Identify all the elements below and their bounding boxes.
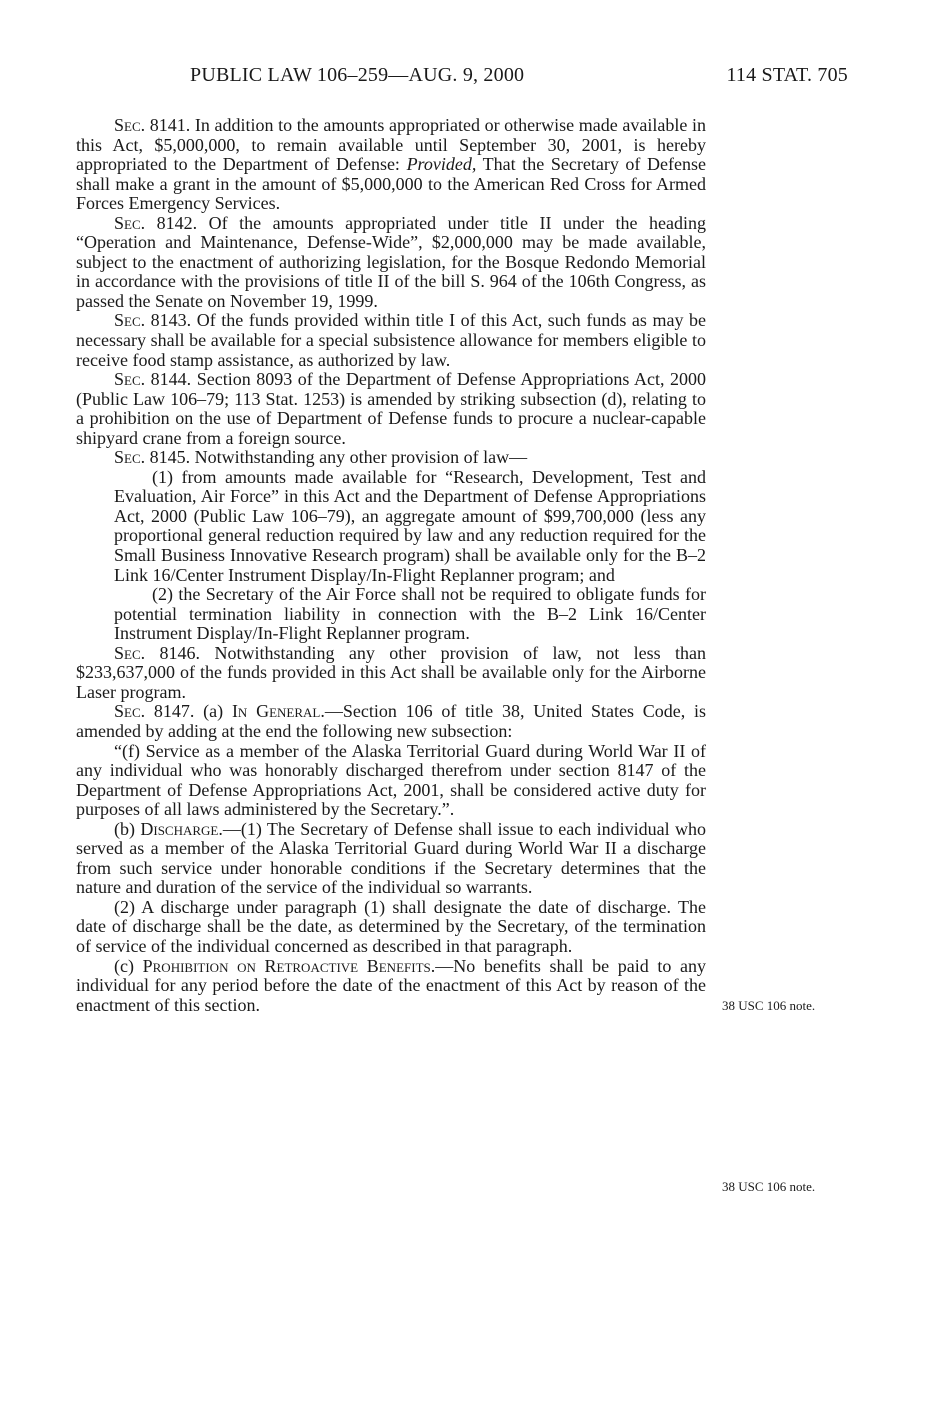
section-8147-c: (c) Prohibition on Retroactive Benefits.—No benefits shall be paid to any individual for any period before the date of the enactment of this Act by reason of the enactment of this section.	[76, 955, 706, 1015]
section-8147-b-2: (2) A discharge under paragraph (1) shall designate the date of discharge. The date of discharge shall be the date, as determined by the Secretary, of the termination of service of the individual concerned as described in that paragraph.	[76, 896, 706, 956]
section-8145-paragraph-2: (2) the Secretary of the Air Force shall not be required to obligate funds for potential termination liability in connection with the B–2 Link 16/Center Instrument Display/In-Flight Replanner program.	[114, 584, 706, 644]
section-label: Sec. 8143.	[114, 310, 192, 331]
section-8147-a: Sec. 8147. (a) In General.—Section 106 of title 38, United States Code, is amended by adding at the end the following new subsection:	[76, 701, 707, 741]
section-8145	[76, 448, 706, 468]
margin-note-usc: 38 USC 106 note.	[722, 998, 816, 1013]
section-label: Sec. 8141.	[114, 115, 191, 135]
section-8142	[76, 214, 706, 312]
section-label: Sec. 8142.	[114, 212, 198, 233]
section-8147-quoted-subsection: “(f) Service as a member of the Alaska Territorial Guard during World War II of any individual who was honorably discharged therefrom under section 8147 of the Department of Defense Appropriations Act, 2001, shall be considered active duty for purposes of all laws administered by the Secretary.”.	[76, 740, 706, 820]
section-text: Of the amounts appropriated under title II under the heading “Operation and Maintenance, Defense-Wide”, $2,000,000 may be made available, subject to the enactment of authorizing legislation, for the Bosque Redondo Memorial in accordance with the provisions of title II of the bill S. 964 of the 106th Congress, as passed the Senate on November 19, 1999.	[76, 212, 706, 311]
section-text: Section 8093 of the Department of Defense Appropriations Act, 2000 (Public Law 106–79; 113 Stat. 1253) is amended by striking subsection (d), relating to a prohibition on the use of Department of Defense funds to procure a nuclear-capable shipyard crane from a foreign source.	[76, 369, 706, 448]
section-label: Sec. 8147.	[114, 701, 195, 722]
section-text: —No benefits shall be paid to any individual for any period before the date of the enactment of this Act by reason of the enactment of this section.	[76, 955, 706, 1015]
subsection-heading: Prohibition on Retroactive Benefits.	[142, 955, 436, 976]
section-8144	[76, 370, 706, 448]
section-label: Sec. 8146.	[114, 642, 201, 663]
section-text: In addition to the amounts appropriated or otherwise made available in this Act, $5,000,000, to remain available until September 30, 2001, is hereby appropriated to the Department of Defense:	[76, 115, 706, 175]
subsection-heading: In General.	[231, 701, 325, 722]
section-text: —Section 106 of title 38, United States Code, is amended by adding at the end the following new subsection:	[76, 701, 707, 741]
margin-note-usc: 38 USC 106 note.	[722, 1179, 816, 1194]
section-label: Sec. 8144.	[114, 369, 192, 390]
subsection-heading: Discharge.	[140, 818, 223, 839]
header-title: PUBLIC LAW 106–259—AUG. 9, 2000	[190, 64, 525, 86]
header-stat-page: 114 STAT. 705	[726, 64, 848, 86]
provided-term: Provided,	[406, 154, 477, 175]
section-8146	[76, 644, 706, 703]
section-8147-b: (b) Discharge.—(1) The Secretary of Defense shall issue to each individual who served as a member of the Alaska Territorial Guard during World War II a discharge from such service under honorable conditions if the Secretary determines that the nature and duration of the service of the individual so warrants.	[76, 818, 706, 898]
section-text: Of the funds provided within title I of this Act, such funds as may be necessary shall be available for a special subsistence allowance for members eligible to receive food stamp assistance, as authorized by law.	[76, 310, 707, 370]
section-8143	[76, 311, 706, 370]
section-8141	[76, 116, 706, 214]
section-text: —(1) The Secretary of Defense shall issue to each individual who served as a member of the Alaska Territorial Guard during World War II a discharge from such service under honorable conditions if the Secretary determines that the nature and duration of the service of the individual so warrants.	[76, 818, 706, 898]
document-body	[76, 116, 706, 1015]
section-label: Sec. 8145.	[114, 447, 191, 468]
section-text: Notwithstanding any other provision of law—	[190, 447, 528, 468]
section-8145-paragraph-1: (1) from amounts made available for “Research, Development, Test and Evaluation, Air Force” in this Act and the Department of Defense Appropriations Act, 2000 (Public Law 106–79), an aggregate amount of $99,700,000 (less any proportional general reduction required by law and any reduction required for the Small Business Innovative Research program) shall be available only for the B–2 Link 16/Center Instrument Display/In-Flight Replanner program; and	[114, 466, 706, 585]
section-text: Notwithstanding any other provision of law, not less than $233,637,000 of the funds provided in this Act shall be available only for the Airborne Laser program.	[76, 642, 707, 702]
section-text: That the Secretary of Defense shall make a grant in the amount of $5,000,000 to the American Red Cross for Armed Forces Emergency Services.	[76, 154, 707, 214]
